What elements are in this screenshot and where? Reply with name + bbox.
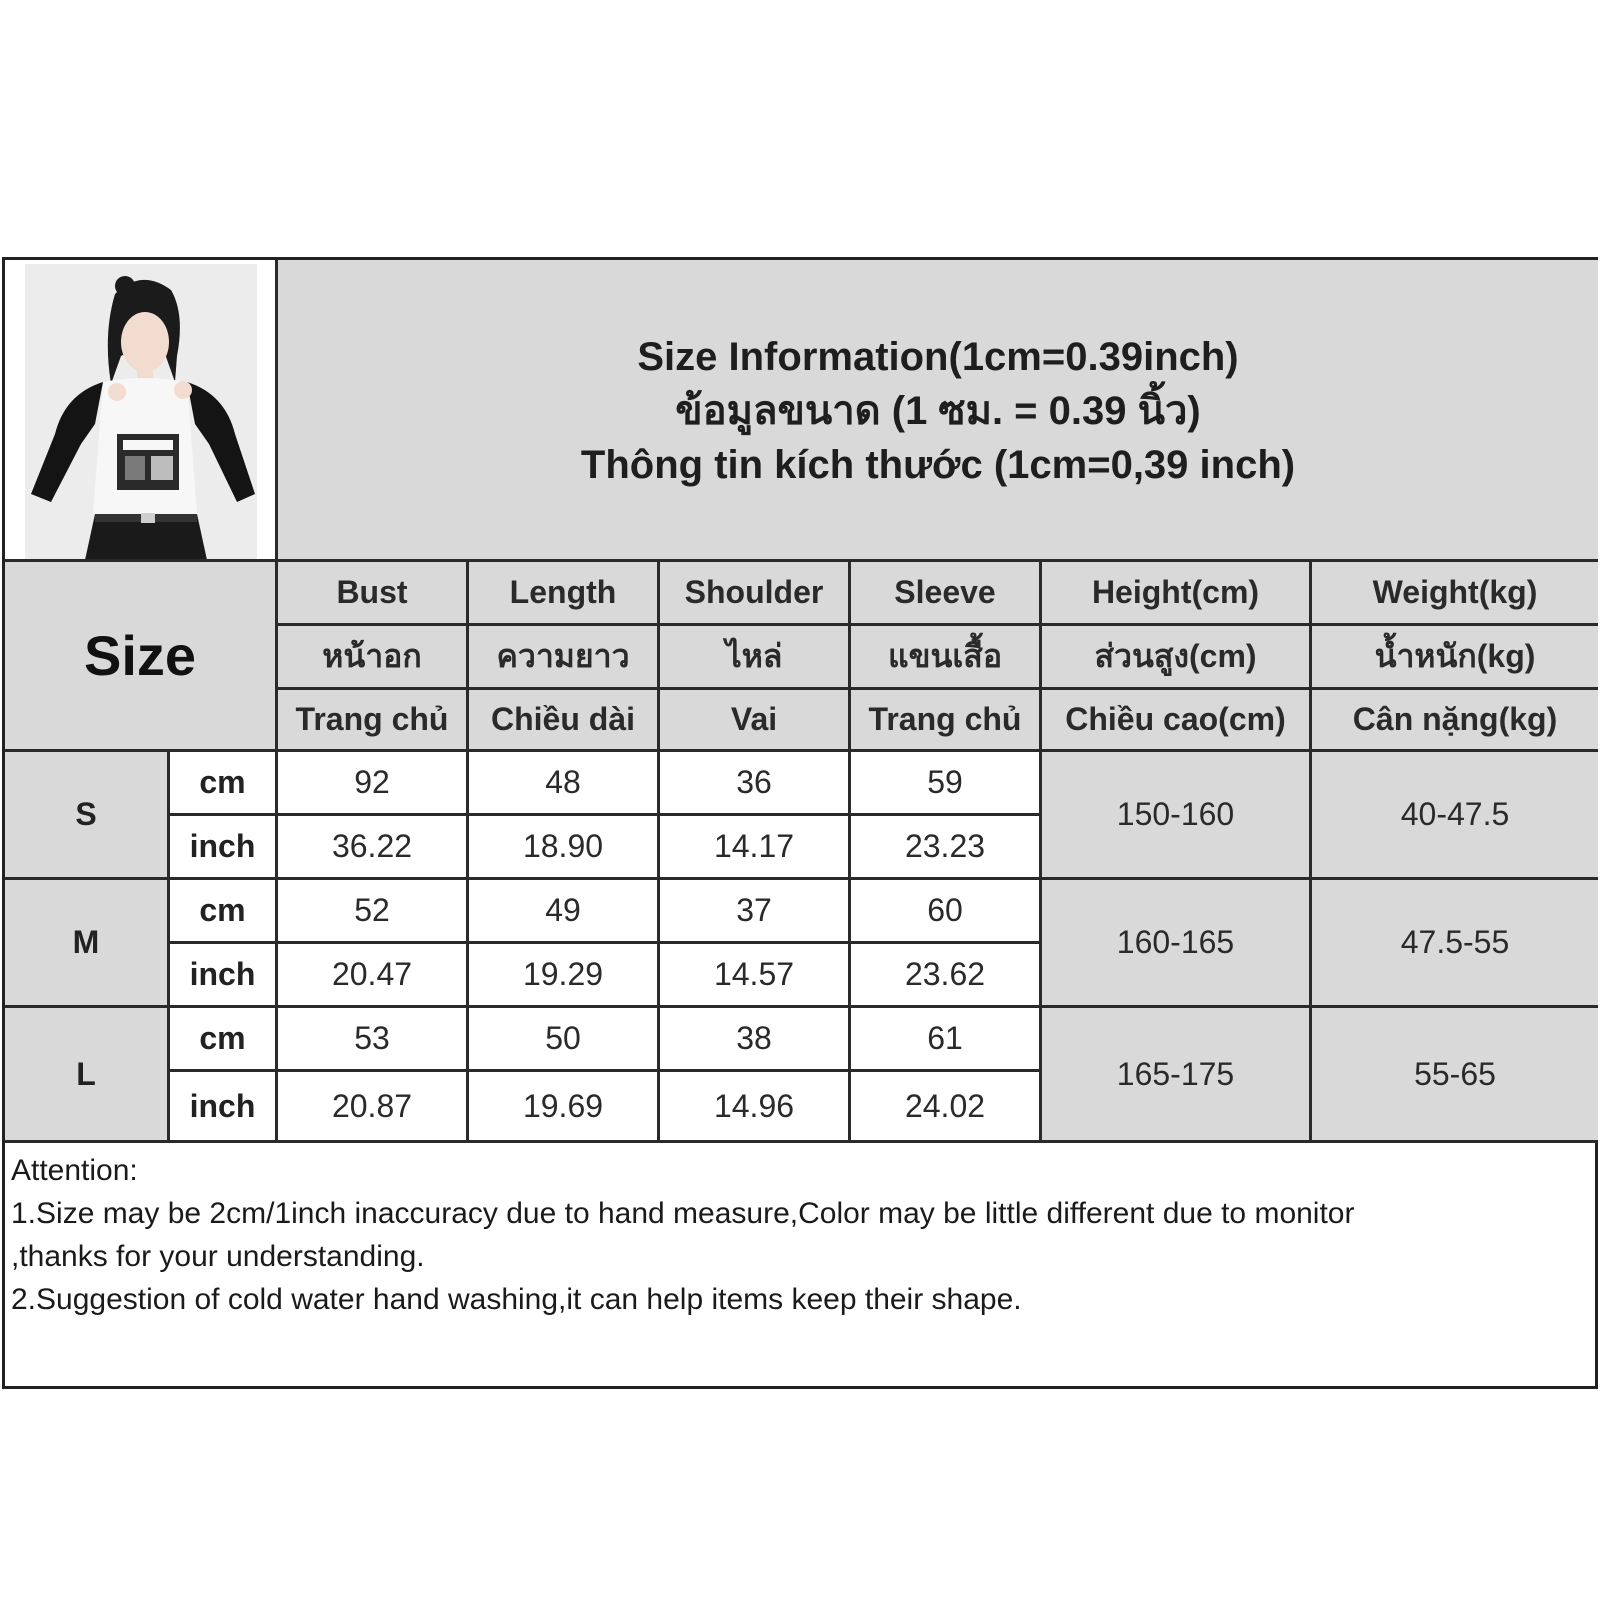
col-bust-th: หน้าอก xyxy=(278,626,466,687)
product-photo xyxy=(25,264,257,560)
col-height-vi: Chiều cao(cm) xyxy=(1042,690,1309,749)
col-shoulder-vi: Vai xyxy=(660,690,848,749)
l-length-cm: 50 xyxy=(469,1008,657,1069)
unit-cm: cm xyxy=(170,752,275,813)
col-shoulder-en: Shoulder xyxy=(660,562,848,623)
size-header: Size xyxy=(5,562,275,749)
m-height: 160-165 xyxy=(1042,880,1309,1005)
m-shoulder-cm: 37 xyxy=(660,880,848,941)
m-sleeve-inch: 23.62 xyxy=(851,944,1039,1005)
size-m-label: M xyxy=(5,880,167,1005)
grid-line xyxy=(848,559,851,1140)
m-sleeve-cm: 60 xyxy=(851,880,1039,941)
s-sleeve-inch: 23.23 xyxy=(851,816,1039,877)
m-weight: 47.5-55 xyxy=(1312,880,1598,1005)
m-bust-cm: 52 xyxy=(278,880,466,941)
title-thai: ข้อมูลขนาด (1 ซม. = 0.39 นิ้ว) xyxy=(675,389,1201,433)
product-photo-area xyxy=(5,260,275,562)
unit-cm: cm xyxy=(170,1008,275,1069)
grid-line xyxy=(5,749,1598,752)
col-weight-en: Weight(kg) xyxy=(1312,562,1598,623)
l-shoulder-inch: 14.96 xyxy=(660,1072,848,1140)
col-shoulder-th: ไหล่ xyxy=(660,626,848,687)
grid-line xyxy=(275,623,1598,626)
attention-notes xyxy=(5,1143,1595,1386)
grid-line xyxy=(5,877,1598,880)
title-vietnamese: Thông tin kích thước (1cm=0,39 inch) xyxy=(580,443,1296,487)
s-shoulder-cm: 36 xyxy=(660,752,848,813)
s-weight: 40-47.5 xyxy=(1312,752,1598,877)
notes-line-1b: ,thanks for your understanding. xyxy=(11,1240,425,1273)
l-weight: 55-65 xyxy=(1312,1008,1598,1140)
grid-line xyxy=(167,813,1042,816)
l-bust-cm: 53 xyxy=(278,1008,466,1069)
col-length-vi: Chiều dài xyxy=(469,690,657,749)
col-sleeve-en: Sleeve xyxy=(851,562,1039,623)
col-weight-vi: Cân nặng(kg) xyxy=(1312,690,1598,749)
unit-inch: inch xyxy=(170,816,275,877)
notes-line-1: 1.Size may be 2cm/1inch inaccuracy due to hand measure,Color may be little different due to monitor xyxy=(11,1197,1355,1230)
grid-line xyxy=(167,749,170,1140)
col-sleeve-vi: Trang chủ xyxy=(851,690,1039,749)
notes-line-2: 2.Suggestion of cold water hand washing,it can help items keep their shape. xyxy=(11,1283,1022,1316)
size-l-label: L xyxy=(5,1008,167,1140)
unit-inch: inch xyxy=(170,944,275,1005)
l-length-inch: 19.69 xyxy=(469,1072,657,1140)
grid-line xyxy=(1309,559,1312,1140)
unit-inch: inch xyxy=(170,1072,275,1140)
s-bust-inch: 36.22 xyxy=(278,816,466,877)
m-length-inch: 19.29 xyxy=(469,944,657,1005)
col-height-en: Height(cm) xyxy=(1042,562,1309,623)
col-length-en: Length xyxy=(469,562,657,623)
grid-line xyxy=(167,941,1042,944)
s-sleeve-cm: 59 xyxy=(851,752,1039,813)
m-bust-inch: 20.47 xyxy=(278,944,466,1005)
title-block xyxy=(278,260,1598,562)
col-height-th: ส่วนสูง(cm) xyxy=(1042,626,1309,687)
size-s-label: S xyxy=(5,752,167,877)
col-length-th: ความยาว xyxy=(469,626,657,687)
grid-line xyxy=(657,559,660,1140)
col-bust-vi: Trang chủ xyxy=(278,690,466,749)
l-height: 165-175 xyxy=(1042,1008,1309,1140)
grid-line xyxy=(1039,559,1042,1140)
l-bust-inch: 20.87 xyxy=(278,1072,466,1140)
notes-heading: Attention: xyxy=(11,1154,138,1187)
l-shoulder-cm: 38 xyxy=(660,1008,848,1069)
grid-line xyxy=(5,1005,1598,1008)
grid-line xyxy=(167,1069,1042,1072)
col-bust-en: Bust xyxy=(278,562,466,623)
size-chart xyxy=(2,257,1598,1389)
s-bust-cm: 92 xyxy=(278,752,466,813)
s-length-inch: 18.90 xyxy=(469,816,657,877)
grid-line xyxy=(275,260,278,1140)
s-length-cm: 48 xyxy=(469,752,657,813)
l-sleeve-inch: 24.02 xyxy=(851,1072,1039,1140)
unit-cm: cm xyxy=(170,880,275,941)
m-shoulder-inch: 14.57 xyxy=(660,944,848,1005)
grid-line xyxy=(466,559,469,1140)
grid-line xyxy=(5,559,1598,562)
s-shoulder-inch: 14.17 xyxy=(660,816,848,877)
col-weight-th: น้ำหนัก(kg) xyxy=(1312,626,1598,687)
l-sleeve-cm: 61 xyxy=(851,1008,1039,1069)
m-length-cm: 49 xyxy=(469,880,657,941)
title-english: Size Information(1cm=0.39inch) xyxy=(637,335,1239,379)
s-height: 150-160 xyxy=(1042,752,1309,877)
grid-line xyxy=(275,687,1598,690)
col-sleeve-th: แขนเสื้อ xyxy=(851,626,1039,687)
